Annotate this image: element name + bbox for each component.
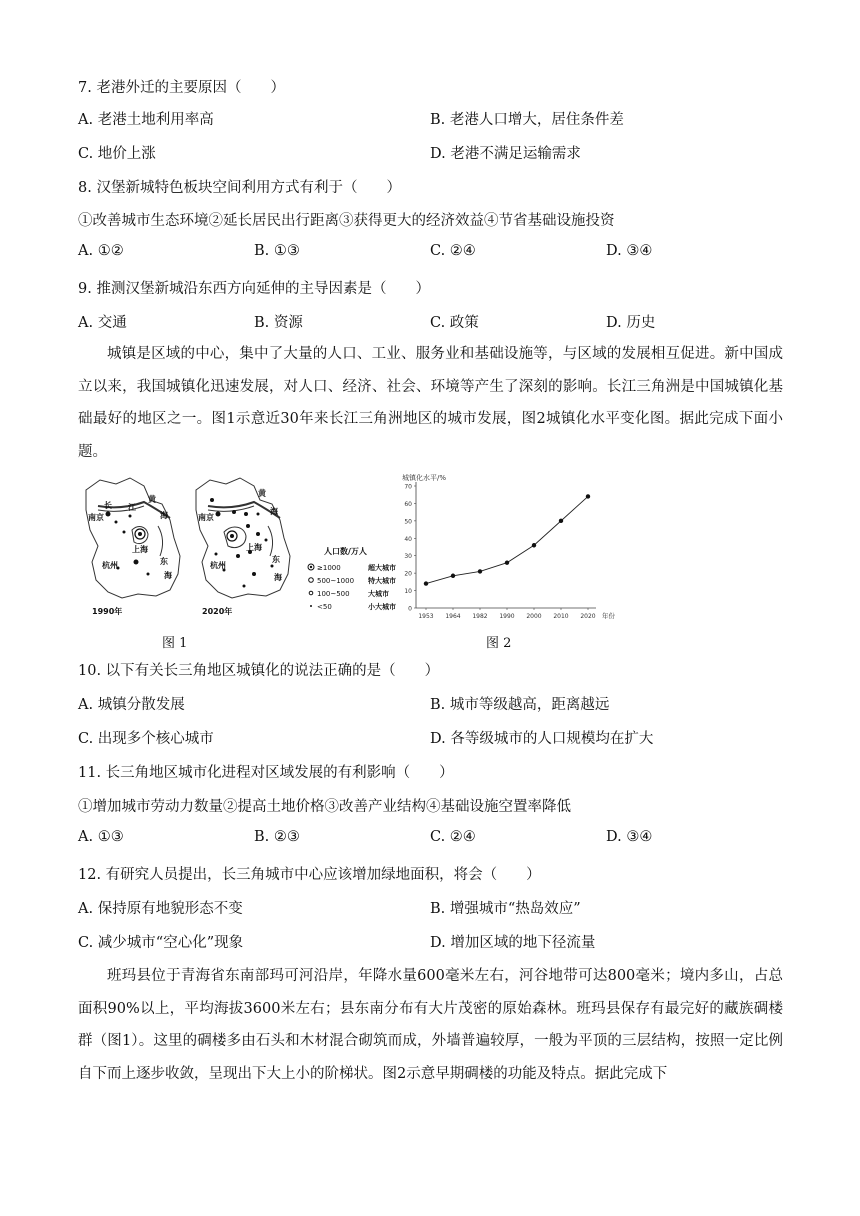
figure2-caption: 图 2 xyxy=(486,636,512,651)
q10-option-b: B. 城市等级越高，距离越远 xyxy=(430,697,610,713)
x-tick-label: 1953 xyxy=(418,613,434,620)
legend-type-2: 大城市 xyxy=(368,590,389,598)
figure2-chart xyxy=(396,470,626,630)
map1-label-hai: 海 xyxy=(160,511,168,520)
q7-option-a: A. 老港土地利用率高 xyxy=(78,112,214,128)
data-point xyxy=(424,581,428,585)
q12-option-b: B. 增强城市“热岛效应” xyxy=(430,901,581,917)
data-point xyxy=(478,569,482,573)
y-tick-label: 20 xyxy=(404,570,412,578)
legend-type-1: 特大城市 xyxy=(368,577,396,585)
map1-label-dong: 东 xyxy=(160,557,168,566)
map2-label-hangzhou: 杭州 xyxy=(210,561,226,570)
q8-option-c: C. ②④ xyxy=(430,243,476,259)
q9-option-b: B. 资源 xyxy=(254,315,303,331)
chart-series xyxy=(424,494,590,586)
q11-option-c: C. ②④ xyxy=(430,829,476,845)
q9-option-c: C. 政策 xyxy=(430,315,479,331)
map1-label-huang: 黄 xyxy=(148,495,156,504)
q10-option-a: A. 城镇分散发展 xyxy=(78,697,185,713)
map1-label-hai2: 海 xyxy=(164,571,172,580)
legend-range-2: 100~500 xyxy=(317,590,350,598)
q10-stem: 10. 以下有关长三角地区城镇化的说法正确的是（ ） xyxy=(78,663,440,679)
x-tick-label: 2000 xyxy=(526,613,542,620)
q12-option-c: C. 减少城市“空心化”现象 xyxy=(78,935,244,951)
q9-option-a: A. 交通 xyxy=(78,315,127,331)
q11-option-d: D. ③④ xyxy=(606,829,653,845)
passage-urbanization-text: 城镇是区域的中心，集中了大量的人口、工业、服务业和基础设施等，与区域的发展相互促进。新中国成立以来，我国城镇化迅速发展，对人口、经济、社会、环境等产生了深刻的影响。长江三角洲是中国城镇化基础最好的地区之一。图1示意近30年来长江三角洲地区的城市发展，图2城镇化水平变化图。据此完成下面小题。 xyxy=(78,346,783,460)
q7-stem: 7. 老港外迁的主要原因（ ） xyxy=(78,80,285,96)
map2-label-hai2: 海 xyxy=(274,573,282,582)
q7-option-b: B. 老港人口增大，居住条件差 xyxy=(430,112,624,128)
y-tick-label: 70 xyxy=(404,483,412,491)
q11-items: ①增加城市劳动力数量②提高土地价格③改善产业结构④基础设施空置率降低 xyxy=(78,799,571,815)
map2-label-hai: 海 xyxy=(270,507,278,516)
data-point xyxy=(586,494,590,498)
q11-stem: 11. 长三角地区城市化进程对区域发展的有利影响（ ） xyxy=(78,765,454,781)
map-1990 xyxy=(86,478,180,598)
y-tick-label: 50 xyxy=(404,518,412,526)
legend-range-3: <50 xyxy=(317,603,332,611)
q8-option-a: A. ①② xyxy=(78,243,124,259)
map1-label-nanjing: 南京 xyxy=(88,513,104,522)
data-point xyxy=(451,574,455,578)
y-tick-label: 60 xyxy=(404,500,412,508)
map2-year: 2020年 xyxy=(202,607,233,616)
x-tick-label: 2010 xyxy=(553,613,569,620)
legend-type-3: 小大城市 xyxy=(368,603,396,611)
figure1-caption: 图 1 xyxy=(162,636,188,651)
legend-title: 人口数/万人 xyxy=(324,547,367,556)
map1-label-jiang: 江 xyxy=(128,503,136,512)
q10-option-d: D. 各等级城市的人口规模均在扩大 xyxy=(430,731,654,747)
map1-label-shanghai: 上海 xyxy=(132,545,148,554)
chart-ticks xyxy=(404,484,595,621)
legend-type-0: 超大城市 xyxy=(368,564,396,572)
q12-option-d: D. 增加区域的地下径流量 xyxy=(430,935,596,951)
passage-banma-text: 班玛县位于青海省东南部玛可河沿岸，年降水量600毫米左右，河谷地带可达800毫米；境内多山，占总面积90%以上，平均海拔3600米左右；县东南分布有大片茂密的原始森林。班玛县保存有最完好的藏族碉楼群（图1）。这里的碉楼多由石头和木材混合砌筑而成，外墙普遍较厚，一般为平顶的三层结构，按照一定比例自下而上逐步收敛，呈现出下大上小的阶梯状。图2示意早期碉楼的功能及特点。据此完成下 xyxy=(78,968,783,1082)
q10-option-c: C. 出现多个核心城市 xyxy=(78,731,214,747)
data-point xyxy=(559,519,563,523)
map2-label-nanjing: 南京 xyxy=(198,513,214,522)
q7-option-d: D. 老港不满足运输需求 xyxy=(430,146,581,162)
q8-option-d: D. ③④ xyxy=(606,243,653,259)
chart-y-axis-label: 城镇化水平/% xyxy=(402,474,447,482)
y-tick-label: 0 xyxy=(408,605,412,613)
legend-range-1: 500~1000 xyxy=(317,577,355,585)
map1-year: 1990年 xyxy=(92,607,123,616)
q8-option-b: B. ①③ xyxy=(254,243,300,259)
data-point xyxy=(532,543,536,547)
q7-option-c: C. 地价上涨 xyxy=(78,146,156,162)
q11-option-b: B. ②③ xyxy=(254,829,300,845)
passage-urbanization xyxy=(78,338,783,468)
chart-axes xyxy=(416,482,596,608)
y-tick-label: 40 xyxy=(404,535,412,543)
q8-items: ①改善城市生态环境②延长居民出行距离③获得更大的经济效益④节省基础设施投资 xyxy=(78,213,615,229)
legend-range-0: ≥1000 xyxy=(317,564,341,572)
map1-label-hangzhou: 杭州 xyxy=(102,561,118,570)
map2-label-huang: 黄 xyxy=(258,489,266,498)
x-tick-label: 1964 xyxy=(445,613,461,620)
series-line xyxy=(426,496,588,583)
q12-option-a: A. 保持原有地貌形态不变 xyxy=(78,901,243,917)
figure1-maps xyxy=(78,470,418,620)
q9-option-d: D. 历史 xyxy=(606,315,656,331)
y-tick-label: 30 xyxy=(404,553,412,561)
x-tick-label: 1990 xyxy=(499,613,515,620)
map2-label-dong: 东 xyxy=(272,555,280,564)
q8-stem: 8. 汉堡新城特色板块空间利用方式有利于（ ） xyxy=(78,180,401,196)
x-tick-label: 2020 xyxy=(580,613,596,620)
figure1-legend xyxy=(308,546,396,611)
map1-label-chang: 长 xyxy=(104,501,112,510)
map2-label-shanghai: 上海 xyxy=(246,543,262,552)
q11-option-a: A. ①③ xyxy=(78,829,124,845)
q9-stem: 9. 推测汉堡新城沿东西方向延伸的主导因素是（ ） xyxy=(78,281,430,297)
y-tick-label: 10 xyxy=(404,588,412,596)
passage-banma xyxy=(78,960,783,1090)
data-point xyxy=(505,560,509,564)
chart-x-axis-label: 年份 xyxy=(602,612,615,620)
q12-stem: 12. 有研究人员提出，长三角城市中心应该增加绿地面积，将会（ ） xyxy=(78,867,541,883)
x-tick-label: 1982 xyxy=(472,613,488,620)
